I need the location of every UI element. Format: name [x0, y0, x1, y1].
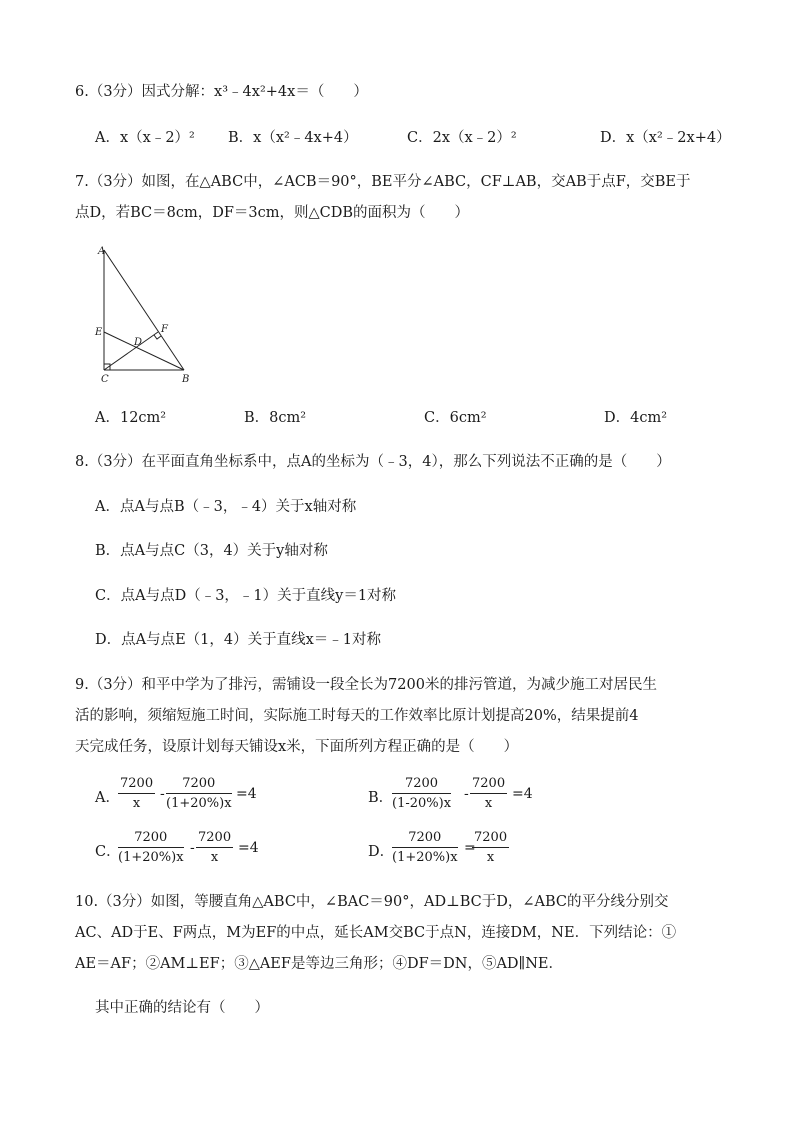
figure-label-d: D [134, 337, 143, 348]
q9-option-c-fraction1 [118, 830, 184, 865]
figure-label-e: E [95, 327, 103, 338]
q8-option-a: A．点A与点B（﹣3，﹣4）关于x轴对称 [95, 499, 357, 515]
q8-option-b: B．点A与点C（3，4）关于y轴对称 [95, 543, 328, 559]
q9-option-d-fraction2 [472, 830, 509, 865]
q8-option-d: D．点A与点E（1，4）关于直线x＝﹣1对称 [95, 632, 382, 648]
q9-stem-line3: 天完成任务，设原计划每天铺设x米，下面所列方程正确的是（ ） [75, 739, 519, 755]
q9-option-b-letter: B． [368, 790, 394, 806]
q10-stem-line1: 10.（3分）如图，等腰直角△ABC中，∠BAC＝90°，AD⊥BC于D，∠ABC的平分线分别交 [75, 894, 669, 910]
fraction-numerator: 7200 [392, 776, 451, 794]
q9-option-a-letter: A． [95, 790, 120, 806]
q10-stem-line2: AC、AD于E、F两点，M为EF的中点，延长AM交BC于点N，连接DM，NE．下列结论：① [75, 925, 677, 941]
fraction-denominator: (1+20%)x [392, 850, 458, 865]
q9-option-b-fraction2 [470, 776, 507, 811]
fraction-denominator: x [210, 850, 219, 865]
q7-option-a: A．12cm² [95, 410, 167, 426]
q6-option-c: C．2x（x﹣2）² [407, 130, 517, 146]
fraction-numerator: 7200 [118, 776, 155, 794]
q8-stem: 8.（3分）在平面直角坐标系中，点A的坐标为（﹣3，4），那么下列说法不正确的是（ ） [75, 454, 671, 470]
figure-label-c: C [101, 374, 109, 385]
fraction-numerator: 7200 [392, 830, 458, 848]
q10-stem-line4: 其中正确的结论有（ ） [95, 1000, 269, 1016]
fraction-numerator: 7200 [166, 776, 232, 794]
figure-label-a: A [98, 246, 106, 257]
q6-option-b: B．x（x²﹣4x+4） [228, 130, 358, 146]
figure-label-f: F [161, 324, 168, 335]
q6-option-a: A．x（x﹣2）² [95, 130, 195, 146]
q9-option-c-fraction2 [196, 830, 233, 865]
q9-option-d-letter: D． [368, 844, 395, 860]
q7-option-c: C．6cm² [424, 410, 487, 426]
q9-option-b-fraction1 [392, 776, 451, 811]
q9-option-a-operator: - [160, 786, 165, 802]
q9-option-d-operator: = [464, 840, 476, 856]
q9-option-d-fraction1 [392, 830, 458, 865]
q9-stem-line2: 活的影响，须缩短施工时间，实际施工时每天的工作效率比原计划提高20%，结果提前4 [75, 708, 639, 724]
q8-option-c: C．点A与点D（﹣3，﹣1）关于直线y＝1对称 [95, 588, 397, 604]
q6-stem: 6.（3分）因式分解：x³﹣4x²+4x＝（ ） [75, 84, 368, 100]
fraction-numerator: 7200 [470, 776, 507, 794]
q9-option-c-rhs: =4 [238, 840, 259, 856]
q9-option-b-operator: - [464, 786, 469, 802]
fraction-numerator: 7200 [118, 830, 184, 848]
q7-triangle-figure [88, 240, 203, 390]
q9-stem-line1: 9.（3分）和平中学为了排污，需铺设一段全长为7200米的排污管道，为减少施工对居民生 [75, 677, 657, 693]
q7-option-b: B．8cm² [244, 410, 307, 426]
q7-option-d: D．4cm² [604, 410, 668, 426]
q9-option-c-operator: - [190, 840, 195, 856]
q10-stem-line3: AE＝AF；②AM⊥EF；③△AEF是等边三角形；④DF＝DN，⑤AD∥NE． [75, 956, 564, 972]
q9-option-c-letter: C． [95, 844, 121, 860]
fraction-denominator: (1-20%)x [392, 796, 452, 811]
q9-option-a-rhs: =4 [236, 786, 257, 802]
fraction-denominator: x [484, 796, 493, 811]
q7-stem-line2: 点D，若BC＝8cm，DF＝3cm，则△CDB的面积为（ ） [75, 205, 470, 221]
q9-option-a-fraction2 [166, 776, 232, 811]
q9-option-a-fraction1 [118, 776, 155, 811]
q6-option-d: D．x（x²﹣2x+4） [600, 130, 731, 146]
fraction-denominator: x [132, 796, 141, 811]
q7-stem-line1: 7.（3分）如图，在△ABC中，∠ACB＝90°，BE平分∠ABC，CF⊥AB，交AB于点F，交BE于 [75, 174, 691, 190]
figure-label-b: B [182, 374, 190, 385]
q9-option-b-rhs: =4 [512, 786, 533, 802]
fraction-denominator: (1+20%)x [166, 796, 232, 811]
fraction-denominator: (1+20%)x [118, 850, 184, 865]
fraction-denominator: x [486, 850, 495, 865]
fraction-numerator: 7200 [196, 830, 233, 848]
fraction-numerator: 7200 [472, 830, 509, 848]
